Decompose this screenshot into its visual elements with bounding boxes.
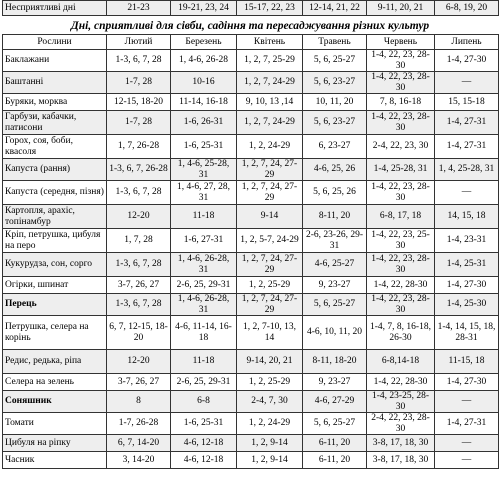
table-row [3,135,499,159]
favorable-days-cell: 1, 2, 5-7, 24-29 [237,229,303,253]
favorable-days-cell: 11-14, 16-18 [171,94,237,111]
favorable-days-cell: 1, 4-6, 27, 28, 31 [171,181,237,205]
favorable-days-cell: 1, 2, 25-29 [237,374,303,391]
plant-name-cell: Редис, редька, ріпа [3,350,107,374]
favorable-days-cell: 1-4, 7, 8, 16-18, 26-30 [367,316,435,350]
favorable-days-cell: 1-7, 28 [107,72,171,94]
favorable-days-cell: 1, 4-6, 25-28, 31 [171,159,237,181]
table-row [3,316,499,350]
favorable-days-cell: 1, 2, 7, 24, 27-29 [237,181,303,205]
favorable-days-cell: 4-6, 25-27 [303,253,367,277]
favorable-days-cell: 1, 2, 7, 25-29 [237,50,303,72]
favorable-days-cell: 6-8, 17, 18 [367,205,435,229]
favorable-days-cell: 2-6, 25, 29-31 [171,277,237,294]
plant-name-cell: Соняшник [3,391,107,413]
plant-name-cell: Петрушка, селера на корінь [3,316,107,350]
plant-name-cell: Кріп, петрушка, цибуля на перо [3,229,107,253]
favorable-days-cell: 1-4, 22, 23, 28-30 [367,72,435,94]
column-header-march: Березень [171,35,237,50]
favorable-days-cell: 1, 7, 28 [107,229,171,253]
favorable-days-cell: 9-14 [237,205,303,229]
favorable-days-cell: 1, 2, 25-29 [237,277,303,294]
favorable-days-cell: 1-4, 23-31 [435,229,499,253]
favorable-days-cell: 5, 6, 23-27 [303,72,367,94]
table-row [3,94,499,111]
favorable-days-cell: 2-6, 25, 29-31 [171,374,237,391]
favorable-days-cell: 1, 2, 7, 24, 27-29 [237,294,303,316]
table-row [3,391,499,413]
favorable-days-cell: 1-7, 28 [107,111,171,135]
plant-name-cell: Гарбузи, кабачки, патисони [3,111,107,135]
favorable-days-cell: 1-4, 22, 23, 28-30 [367,111,435,135]
favorable-days-cell: 1, 2, 7, 24, 27-29 [237,159,303,181]
table-row [3,253,499,277]
favorable-days-cell: 1-4, 23-25, 28-30 [367,391,435,413]
column-header-april: Квітень [237,35,303,50]
table-row [3,374,499,391]
favorable-days-cell: 1, 2, 7, 24-29 [237,111,303,135]
favorable-days-cell: 7, 8, 16-18 [367,94,435,111]
unfavorable-days-cell: 9-11, 20, 21 [367,1,435,16]
favorable-days-cell: 1-3, 6, 7, 28 [107,181,171,205]
favorable-days-cell: 1, 4, 25-28, 31 [435,159,499,181]
favorable-days-cell: 6-11, 20 [303,435,367,452]
favorable-days-cell: 1, 4-6, 26-28, 31 [171,253,237,277]
favorable-days-cell: 5, 6, 25-27 [303,413,367,435]
unfavorable-days-cell: 21-23 [107,1,171,16]
unfavorable-days-label: Несприятливі дні [3,1,107,16]
favorable-days-cell: — [435,452,499,469]
favorable-days-cell: 2-4, 22, 23, 28-30 [367,413,435,435]
unfavorable-days-row [3,1,499,16]
favorable-days-cell: 3, 14-20 [107,452,171,469]
favorable-days-cell: 5, 6, 25-27 [303,294,367,316]
favorable-days-cell: 9, 23-27 [303,374,367,391]
table-body [3,50,499,469]
favorable-days-cell: 1-6, 27-31 [171,229,237,253]
favorable-days-cell: 2-4, 22, 23, 30 [367,135,435,159]
favorable-days-cell: 1-3, 6, 7, 28 [107,294,171,316]
favorable-days-cell: 1-4, 22, 28-30 [367,277,435,294]
favorable-days-cell: — [435,72,499,94]
favorable-days-cell: 1-4, 22, 23, 28-30 [367,181,435,205]
plant-name-cell: Капуста (рання) [3,159,107,181]
favorable-days-cell: 3-7, 26, 27 [107,277,171,294]
column-header-june: Червень [367,35,435,50]
unfavorable-days-table [2,0,499,16]
favorable-days-cell: 9, 23-27 [303,277,367,294]
favorable-days-cell: 1-3, 6, 7, 28 [107,50,171,72]
unfavorable-days-cell: 15-17, 22, 23 [237,1,303,16]
favorable-days-cell: 15, 15-18 [435,94,499,111]
favorable-days-cell: 1-4, 22, 28-30 [367,374,435,391]
column-header-july: Липень [435,35,499,50]
planting-days-table [2,34,499,469]
favorable-days-cell: 1-4, 22, 23, 28-30 [367,294,435,316]
favorable-days-cell: 1-4, 27-31 [435,111,499,135]
favorable-days-cell: 2-6, 23-26, 29-31 [303,229,367,253]
table-title: Дні, сприятливі для сівби, садіння та пересаджування різних культур [70,20,430,32]
plant-name-cell: Перець [3,294,107,316]
favorable-days-cell: 1-4, 25-30 [435,294,499,316]
favorable-days-cell: 6, 7, 14-20 [107,435,171,452]
favorable-days-cell: 12-15, 18-20 [107,94,171,111]
plant-name-cell: Огірки, шпинат [3,277,107,294]
unfavorable-days-cell: 12-14, 21, 22 [303,1,367,16]
table-row [3,72,499,94]
plant-name-cell: Цибуля на ріпку [3,435,107,452]
favorable-days-cell: 1-4, 27-30 [435,374,499,391]
favorable-days-cell: 1-4, 25-31 [435,253,499,277]
table-row [3,111,499,135]
table-row [3,413,499,435]
favorable-days-cell: 4-6, 27-29 [303,391,367,413]
plant-name-cell: Баштанні [3,72,107,94]
plant-name-cell: Капуста (середня, пізня) [3,181,107,205]
favorable-days-cell: 1, 2, 7, 24-29 [237,72,303,94]
favorable-days-cell: 1-4, 14, 15, 18, 28-31 [435,316,499,350]
favorable-days-cell: 1-4, 22, 23, 25-30 [367,229,435,253]
favorable-days-cell: 5, 6, 25-27 [303,50,367,72]
favorable-days-cell: 6, 23-27 [303,135,367,159]
favorable-days-cell: 1, 2, 7-10, 13, 14 [237,316,303,350]
favorable-days-cell: 8 [107,391,171,413]
table-row [3,181,499,205]
favorable-days-cell: — [435,435,499,452]
favorable-days-cell: — [435,181,499,205]
plant-name-cell: Селера на зелень [3,374,107,391]
plant-name-cell: Томати [3,413,107,435]
favorable-days-cell: 5, 6, 25, 26 [303,181,367,205]
plant-name-cell: Баклажани [3,50,107,72]
favorable-days-cell: — [435,391,499,413]
favorable-days-cell: 2-4, 7, 30 [237,391,303,413]
favorable-days-cell: 4-6, 12-18 [171,435,237,452]
favorable-days-cell: 1-4, 27-31 [435,413,499,435]
favorable-days-cell: 1-4, 27-30 [435,50,499,72]
table-row [3,159,499,181]
header-row [3,35,499,50]
favorable-days-cell: 1, 2, 7, 24, 27-29 [237,253,303,277]
plant-name-cell: Картопля, арахіс, топінамбур [3,205,107,229]
unfavorable-days-cell: 19-21, 23, 24 [171,1,237,16]
plant-name-cell: Горох, соя, боби, квасоля [3,135,107,159]
favorable-days-cell: 6-11, 20 [303,452,367,469]
table-row [3,205,499,229]
favorable-days-cell: 9, 10, 13 ,14 [237,94,303,111]
favorable-days-cell: 10-16 [171,72,237,94]
column-header-february: Лютий [107,35,171,50]
favorable-days-cell: 1, 4-6, 26-28 [171,50,237,72]
favorable-days-cell: 1-6, 25-31 [171,135,237,159]
table-row [3,435,499,452]
table-row [3,50,499,72]
plant-name-cell: Кукурудза, сон, сорго [3,253,107,277]
favorable-days-cell: 11-15, 18 [435,350,499,374]
favorable-days-cell: 1-4, 22, 23, 28-30 [367,253,435,277]
table-row [3,229,499,253]
favorable-days-cell: 3-7, 26, 27 [107,374,171,391]
table-row [3,452,499,469]
favorable-days-cell: 1, 7, 26-28 [107,135,171,159]
favorable-days-cell: 1-6, 25-31 [171,413,237,435]
column-header-plants: Рослини [3,35,107,50]
unfavorable-days-cell: 6-8, 19, 20 [435,1,499,16]
table-row [3,350,499,374]
favorable-days-cell: 6, 7, 12-15, 18-20 [107,316,171,350]
favorable-days-cell: 10, 11, 20 [303,94,367,111]
favorable-days-cell: 11-18 [171,205,237,229]
favorable-days-cell: 4-6, 25, 26 [303,159,367,181]
table-row [3,277,499,294]
favorable-days-cell: 5, 6, 23-27 [303,111,367,135]
favorable-days-cell: 12-20 [107,350,171,374]
favorable-days-cell: 1-7, 26-28 [107,413,171,435]
favorable-days-cell: 1, 2, 24-29 [237,413,303,435]
favorable-days-cell: 4-6, 10, 11, 20 [303,316,367,350]
table-row [3,294,499,316]
favorable-days-cell: 3-8, 17, 18, 30 [367,452,435,469]
favorable-days-cell: 1, 2, 9-14 [237,452,303,469]
favorable-days-cell: 3-8, 17, 18, 30 [367,435,435,452]
favorable-days-cell: 8-11, 20 [303,205,367,229]
favorable-days-cell: 12-20 [107,205,171,229]
favorable-days-cell: 1, 2, 24-29 [237,135,303,159]
favorable-days-cell: 1-4, 27-30 [435,277,499,294]
favorable-days-cell: 1-3, 6, 7, 26-28 [107,159,171,181]
favorable-days-cell: 6-8,14-18 [367,350,435,374]
favorable-days-cell: 1, 4-6, 26-28, 31 [171,294,237,316]
favorable-days-cell: 14, 15, 18 [435,205,499,229]
favorable-days-cell: 11-18 [171,350,237,374]
favorable-days-cell: 9-14, 20, 21 [237,350,303,374]
favorable-days-cell: 4-6, 12-18 [171,452,237,469]
favorable-days-cell: 8-11, 18-20 [303,350,367,374]
favorable-days-cell: 1-6, 26-31 [171,111,237,135]
favorable-days-cell: 1-4, 22, 23, 28-30 [367,50,435,72]
favorable-days-cell: 1-4, 25-28, 31 [367,159,435,181]
plant-name-cell: Часник [3,452,107,469]
favorable-days-cell: 1-3, 6, 7, 28 [107,253,171,277]
favorable-days-cell: 1-4, 27-31 [435,135,499,159]
favorable-days-cell: 1, 2, 9-14 [237,435,303,452]
plant-name-cell: Буряки, морква [3,94,107,111]
column-header-may: Травень [303,35,367,50]
favorable-days-cell: 6-8 [171,391,237,413]
favorable-days-cell: 4-6, 11-14, 16-18 [171,316,237,350]
